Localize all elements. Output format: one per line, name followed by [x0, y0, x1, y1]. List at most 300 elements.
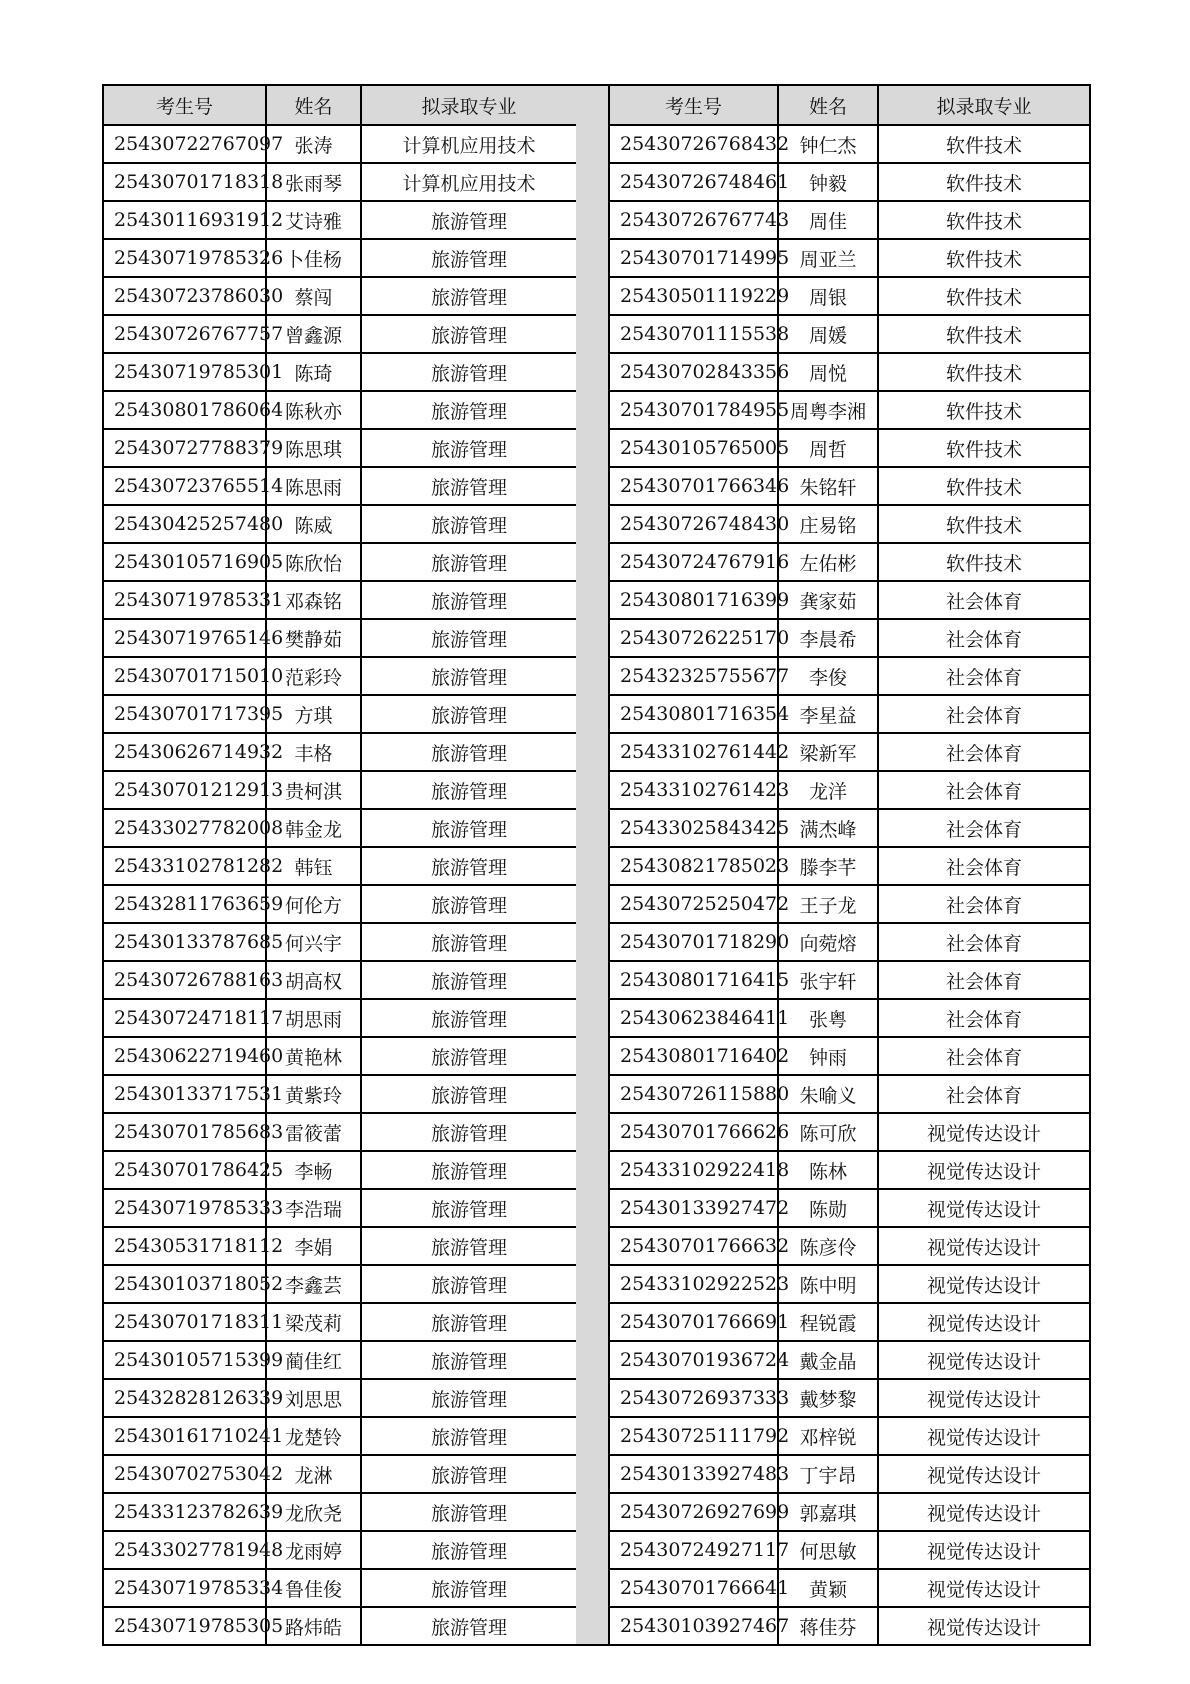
name-cell: 梁茂莉	[266, 1303, 361, 1341]
major-cell: 旅游管理	[361, 695, 577, 733]
major-cell: 软件技术	[878, 505, 1090, 543]
name-cell: 李娟	[266, 1227, 361, 1265]
major-cell: 旅游管理	[361, 467, 577, 505]
major-cell: 视觉传达设计	[878, 1531, 1090, 1569]
exam-id-cell: 25430801716402	[609, 1037, 778, 1075]
major-cell: 旅游管理	[361, 847, 577, 885]
header-major: 拟录取专业	[361, 85, 577, 125]
table-row	[103, 543, 577, 581]
table-row	[103, 1151, 577, 1189]
major-cell: 旅游管理	[361, 771, 577, 809]
exam-id-cell: 25430133927483	[609, 1455, 778, 1493]
name-cell: 黄艳林	[266, 1037, 361, 1075]
name-cell: 丰格	[266, 733, 361, 771]
exam-id-cell: 25433027781948	[103, 1531, 266, 1569]
table-row	[609, 1303, 1090, 1341]
name-cell: 黄颖	[778, 1569, 878, 1607]
major-cell: 旅游管理	[361, 657, 577, 695]
table-row	[103, 467, 577, 505]
major-cell: 旅游管理	[361, 999, 577, 1037]
major-cell: 旅游管理	[361, 429, 577, 467]
table-row	[609, 1607, 1090, 1645]
header-row	[103, 85, 577, 125]
table-row	[103, 163, 577, 201]
name-cell: 张粤	[778, 999, 878, 1037]
major-cell: 社会体育	[878, 809, 1090, 847]
exam-id-cell: 25430702753042	[103, 1455, 266, 1493]
exam-id-cell: 25433102922523	[609, 1265, 778, 1303]
major-cell: 旅游管理	[361, 505, 577, 543]
table-row	[609, 1037, 1090, 1075]
exam-id-cell: 25430701714995	[609, 239, 778, 277]
name-cell: 陈欣怡	[266, 543, 361, 581]
exam-id-cell: 25430425257480	[103, 505, 266, 543]
major-cell: 社会体育	[878, 619, 1090, 657]
table-row	[609, 809, 1090, 847]
name-cell: 向菀熔	[778, 923, 878, 961]
table-row	[609, 1341, 1090, 1379]
exam-id-cell: 25430719785326	[103, 239, 266, 277]
name-cell: 蔡闯	[266, 277, 361, 315]
major-cell: 旅游管理	[361, 1113, 577, 1151]
table-row	[609, 923, 1090, 961]
major-cell: 旅游管理	[361, 1379, 577, 1417]
exam-id-cell: 25430801786064	[103, 391, 266, 429]
name-cell: 陈勋	[778, 1189, 878, 1227]
name-cell: 周媛	[778, 315, 878, 353]
major-cell: 软件技术	[878, 353, 1090, 391]
exam-id-cell: 25430103927467	[609, 1607, 778, 1645]
exam-id-cell: 25430701786425	[103, 1151, 266, 1189]
exam-id-cell: 25430726115880	[609, 1075, 778, 1113]
name-cell: 郭嘉琪	[778, 1493, 878, 1531]
name-cell: 左佑彬	[778, 543, 878, 581]
name-cell: 戴金晶	[778, 1341, 878, 1379]
major-cell: 社会体育	[878, 771, 1090, 809]
name-cell: 龙洋	[778, 771, 878, 809]
exam-id-cell: 25430701936724	[609, 1341, 778, 1379]
major-cell: 视觉传达设计	[878, 1189, 1090, 1227]
table-row	[103, 771, 577, 809]
name-cell: 卜佳杨	[266, 239, 361, 277]
name-cell: 刘思思	[266, 1379, 361, 1417]
exam-id-cell: 25430726748430	[609, 505, 778, 543]
table-row	[609, 1417, 1090, 1455]
name-cell: 曾鑫源	[266, 315, 361, 353]
name-cell: 钟仁杰	[778, 125, 878, 163]
name-cell: 艾诗雅	[266, 201, 361, 239]
admission-list	[102, 84, 1089, 1646]
name-cell: 王子龙	[778, 885, 878, 923]
name-cell: 陈思琪	[266, 429, 361, 467]
major-cell: 旅游管理	[361, 1189, 577, 1227]
name-cell: 周佳	[778, 201, 878, 239]
major-cell: 视觉传达设计	[878, 1113, 1090, 1151]
major-cell: 视觉传达设计	[878, 1607, 1090, 1645]
name-cell: 周悦	[778, 353, 878, 391]
major-cell: 社会体育	[878, 581, 1090, 619]
table-row	[609, 391, 1090, 429]
major-cell: 旅游管理	[361, 885, 577, 923]
major-cell: 软件技术	[878, 467, 1090, 505]
name-cell: 陈彦伶	[778, 1227, 878, 1265]
table-row	[103, 1531, 577, 1569]
major-cell: 旅游管理	[361, 1075, 577, 1113]
exam-id-cell: 25430623846411	[609, 999, 778, 1037]
major-cell: 旅游管理	[361, 1227, 577, 1265]
name-cell: 李鑫芸	[266, 1265, 361, 1303]
name-cell: 李畅	[266, 1151, 361, 1189]
table-row	[609, 581, 1090, 619]
exam-id-cell: 25430726788163	[103, 961, 266, 999]
major-cell: 软件技术	[878, 391, 1090, 429]
major-cell: 旅游管理	[361, 543, 577, 581]
major-cell: 软件技术	[878, 125, 1090, 163]
exam-id-cell: 25430103718052	[103, 1265, 266, 1303]
major-cell: 旅游管理	[361, 391, 577, 429]
major-cell: 旅游管理	[361, 353, 577, 391]
exam-id-cell: 25430801716354	[609, 695, 778, 733]
exam-id-cell: 25433123782639	[103, 1493, 266, 1531]
table-row	[103, 1113, 577, 1151]
name-cell: 龙雨婷	[266, 1531, 361, 1569]
major-cell: 旅游管理	[361, 1265, 577, 1303]
column-divider	[576, 84, 608, 1646]
major-cell: 社会体育	[878, 1075, 1090, 1113]
table-row	[103, 505, 577, 543]
name-cell: 路炜皓	[266, 1607, 361, 1645]
table-row	[103, 885, 577, 923]
major-cell: 旅游管理	[361, 961, 577, 999]
table-row	[609, 1569, 1090, 1607]
exam-id-cell: 25433102761442	[609, 733, 778, 771]
name-cell: 何伦方	[266, 885, 361, 923]
major-cell: 旅游管理	[361, 1417, 577, 1455]
header-name: 姓名	[778, 85, 878, 125]
name-cell: 周粤李湘	[778, 391, 878, 429]
major-cell: 旅游管理	[361, 277, 577, 315]
major-cell: 软件技术	[878, 239, 1090, 277]
major-cell: 软件技术	[878, 163, 1090, 201]
table-row	[609, 505, 1090, 543]
name-cell: 李星益	[778, 695, 878, 733]
major-cell: 社会体育	[878, 695, 1090, 733]
table-row	[609, 1455, 1090, 1493]
exam-id-cell: 25430725250472	[609, 885, 778, 923]
exam-id-cell: 25430821785023	[609, 847, 778, 885]
major-cell: 视觉传达设计	[878, 1151, 1090, 1189]
exam-id-cell: 25430719785301	[103, 353, 266, 391]
exam-id-cell: 25430723786030	[103, 277, 266, 315]
table-row	[103, 1417, 577, 1455]
name-cell: 蒋佳芬	[778, 1607, 878, 1645]
table-row	[103, 999, 577, 1037]
name-cell: 李浩瑞	[266, 1189, 361, 1227]
table-row	[103, 1493, 577, 1531]
major-cell: 视觉传达设计	[878, 1341, 1090, 1379]
exam-id-cell: 25430701212913	[103, 771, 266, 809]
major-cell: 旅游管理	[361, 1303, 577, 1341]
name-cell: 樊静茹	[266, 619, 361, 657]
table-row	[609, 467, 1090, 505]
major-cell: 社会体育	[878, 885, 1090, 923]
table-row	[609, 1379, 1090, 1417]
table-row	[103, 581, 577, 619]
name-cell: 陈可欣	[778, 1113, 878, 1151]
right-table	[608, 84, 1091, 1646]
name-cell: 钟雨	[778, 1037, 878, 1075]
name-cell: 钟毅	[778, 163, 878, 201]
header-exam-id: 考生号	[103, 85, 266, 125]
exam-id-cell: 25430626714932	[103, 733, 266, 771]
exam-id-cell: 25430726225170	[609, 619, 778, 657]
table-row	[609, 277, 1090, 315]
table-row	[609, 201, 1090, 239]
name-cell: 龙淋	[266, 1455, 361, 1493]
table-row	[609, 125, 1090, 163]
name-cell: 陈思雨	[266, 467, 361, 505]
exam-id-cell: 25430701718318	[103, 163, 266, 201]
exam-id-cell: 25430701717395	[103, 695, 266, 733]
table-row	[103, 1189, 577, 1227]
table-row	[103, 1569, 577, 1607]
exam-id-cell: 25430701766691	[609, 1303, 778, 1341]
name-cell: 朱喻义	[778, 1075, 878, 1113]
major-cell: 视觉传达设计	[878, 1303, 1090, 1341]
table-row	[103, 315, 577, 353]
exam-id-cell: 25430801716399	[609, 581, 778, 619]
table-row	[609, 1113, 1090, 1151]
exam-id-cell: 25430801716415	[609, 961, 778, 999]
table-row	[103, 353, 577, 391]
table-row	[103, 429, 577, 467]
exam-id-cell: 25430105715399	[103, 1341, 266, 1379]
table-row	[609, 429, 1090, 467]
table-row	[609, 1189, 1090, 1227]
exam-id-cell: 25430719785334	[103, 1569, 266, 1607]
major-cell: 软件技术	[878, 429, 1090, 467]
table-row	[609, 733, 1090, 771]
exam-id-cell: 25430701766641	[609, 1569, 778, 1607]
table-row	[609, 771, 1090, 809]
table-row	[103, 1341, 577, 1379]
major-cell: 计算机应用技术	[361, 163, 577, 201]
major-cell: 旅游管理	[361, 1531, 577, 1569]
major-cell: 视觉传达设计	[878, 1379, 1090, 1417]
exam-id-cell: 25432325755677	[609, 657, 778, 695]
table-row	[103, 657, 577, 695]
major-cell: 旅游管理	[361, 923, 577, 961]
exam-id-cell: 25433102781282	[103, 847, 266, 885]
name-cell: 邓森铭	[266, 581, 361, 619]
table-row	[609, 885, 1090, 923]
table-row	[103, 1075, 577, 1113]
exam-id-cell: 25430105765005	[609, 429, 778, 467]
table-row	[609, 619, 1090, 657]
header-exam-id: 考生号	[609, 85, 778, 125]
table-row	[609, 1493, 1090, 1531]
exam-id-cell: 25430133787685	[103, 923, 266, 961]
table-row	[103, 1455, 577, 1493]
name-cell: 雷筱蕾	[266, 1113, 361, 1151]
right-table-body	[609, 125, 1090, 1645]
major-cell: 软件技术	[878, 201, 1090, 239]
header-major: 拟录取专业	[878, 85, 1090, 125]
exam-id-cell: 25430726748461	[609, 163, 778, 201]
exam-id-cell: 25430116931912	[103, 201, 266, 239]
exam-id-cell: 25430133717531	[103, 1075, 266, 1113]
table-row	[103, 1227, 577, 1265]
table-row	[609, 961, 1090, 999]
major-cell: 软件技术	[878, 543, 1090, 581]
name-cell: 黄紫玲	[266, 1075, 361, 1113]
name-cell: 张涛	[266, 125, 361, 163]
name-cell: 何兴宇	[266, 923, 361, 961]
left-table	[102, 84, 578, 1646]
exam-id-cell: 25430724927117	[609, 1531, 778, 1569]
exam-id-cell: 25430726937333	[609, 1379, 778, 1417]
exam-id-cell: 25430531718112	[103, 1227, 266, 1265]
exam-id-cell: 25430719765146	[103, 619, 266, 657]
name-cell: 陈秋亦	[266, 391, 361, 429]
table-row	[609, 695, 1090, 733]
table-row	[609, 543, 1090, 581]
name-cell: 张宇轩	[778, 961, 878, 999]
exam-id-cell: 25430161710241	[103, 1417, 266, 1455]
name-cell: 陈林	[778, 1151, 878, 1189]
exam-id-cell: 25430501119229	[609, 277, 778, 315]
table-row	[103, 923, 577, 961]
exam-id-cell: 25430727788379	[103, 429, 266, 467]
name-cell: 满杰峰	[778, 809, 878, 847]
exam-id-cell: 25430719785333	[103, 1189, 266, 1227]
name-cell: 梁新军	[778, 733, 878, 771]
major-cell: 社会体育	[878, 923, 1090, 961]
exam-id-cell: 25430723765514	[103, 467, 266, 505]
major-cell: 视觉传达设计	[878, 1569, 1090, 1607]
table-row	[103, 391, 577, 429]
major-cell: 视觉传达设计	[878, 1227, 1090, 1265]
table-row	[103, 239, 577, 277]
left-table-body	[103, 125, 577, 1645]
name-cell: 庄易铭	[778, 505, 878, 543]
table-row	[103, 809, 577, 847]
table-row	[609, 1151, 1090, 1189]
name-cell: 张雨琴	[266, 163, 361, 201]
name-cell: 陈中明	[778, 1265, 878, 1303]
name-cell: 蔺佳红	[266, 1341, 361, 1379]
exam-id-cell: 25430722767097	[103, 125, 266, 163]
table-row	[103, 125, 577, 163]
major-cell: 视觉传达设计	[878, 1265, 1090, 1303]
major-cell: 旅游管理	[361, 581, 577, 619]
major-cell: 旅游管理	[361, 239, 577, 277]
major-cell: 社会体育	[878, 847, 1090, 885]
exam-id-cell: 25430701766626	[609, 1113, 778, 1151]
exam-id-cell: 25430701115538	[609, 315, 778, 353]
name-cell: 周银	[778, 277, 878, 315]
name-cell: 贵柯淇	[266, 771, 361, 809]
exam-id-cell: 25432811763659	[103, 885, 266, 923]
exam-id-cell: 25430701766346	[609, 467, 778, 505]
name-cell: 何思敏	[778, 1531, 878, 1569]
header-name: 姓名	[266, 85, 361, 125]
major-cell: 视觉传达设计	[878, 1455, 1090, 1493]
major-cell: 旅游管理	[361, 201, 577, 239]
exam-id-cell: 25430726767743	[609, 201, 778, 239]
major-cell: 旅游管理	[361, 1341, 577, 1379]
name-cell: 胡高权	[266, 961, 361, 999]
name-cell: 韩钰	[266, 847, 361, 885]
table-row	[103, 1265, 577, 1303]
name-cell: 韩金龙	[266, 809, 361, 847]
name-cell: 陈威	[266, 505, 361, 543]
name-cell: 程锐霞	[778, 1303, 878, 1341]
major-cell: 计算机应用技术	[361, 125, 577, 163]
name-cell: 滕李芊	[778, 847, 878, 885]
exam-id-cell: 25430719785331	[103, 581, 266, 619]
table-row	[103, 1303, 577, 1341]
table-row	[103, 695, 577, 733]
major-cell: 社会体育	[878, 1037, 1090, 1075]
exam-id-cell: 25433027782008	[103, 809, 266, 847]
major-cell: 社会体育	[878, 961, 1090, 999]
major-cell: 社会体育	[878, 999, 1090, 1037]
exam-id-cell: 25430105716905	[103, 543, 266, 581]
name-cell: 鲁佳俊	[266, 1569, 361, 1607]
table-row	[609, 353, 1090, 391]
exam-id-cell: 25433102761423	[609, 771, 778, 809]
table-row	[103, 201, 577, 239]
table-row	[103, 619, 577, 657]
major-cell: 旅游管理	[361, 619, 577, 657]
table-row	[609, 1265, 1090, 1303]
exam-id-cell: 25430701785683	[103, 1113, 266, 1151]
major-cell: 视觉传达设计	[878, 1493, 1090, 1531]
major-cell: 旅游管理	[361, 315, 577, 353]
table-row	[609, 239, 1090, 277]
major-cell: 视觉传达设计	[878, 1417, 1090, 1455]
major-cell: 旅游管理	[361, 1569, 577, 1607]
major-cell: 旅游管理	[361, 809, 577, 847]
major-cell: 软件技术	[878, 315, 1090, 353]
name-cell: 范彩玲	[266, 657, 361, 695]
table-row	[609, 1531, 1090, 1569]
major-cell: 软件技术	[878, 277, 1090, 315]
name-cell: 陈琦	[266, 353, 361, 391]
major-cell: 旅游管理	[361, 1037, 577, 1075]
name-cell: 龙楚铃	[266, 1417, 361, 1455]
exam-id-cell: 25430724718117	[103, 999, 266, 1037]
exam-id-cell: 25433102922418	[609, 1151, 778, 1189]
exam-id-cell: 25430726768432	[609, 125, 778, 163]
exam-id-cell: 25430701718290	[609, 923, 778, 961]
exam-id-cell: 25430724767916	[609, 543, 778, 581]
exam-id-cell: 25430701766632	[609, 1227, 778, 1265]
major-cell: 社会体育	[878, 733, 1090, 771]
table-row	[103, 1379, 577, 1417]
name-cell: 周亚兰	[778, 239, 878, 277]
major-cell: 社会体育	[878, 657, 1090, 695]
table-row	[103, 733, 577, 771]
name-cell: 戴梦黎	[778, 1379, 878, 1417]
name-cell: 李晨希	[778, 619, 878, 657]
name-cell: 方琪	[266, 695, 361, 733]
table-row	[609, 1075, 1090, 1113]
name-cell: 周哲	[778, 429, 878, 467]
table-row	[103, 1607, 577, 1645]
exam-id-cell: 25430701718311	[103, 1303, 266, 1341]
